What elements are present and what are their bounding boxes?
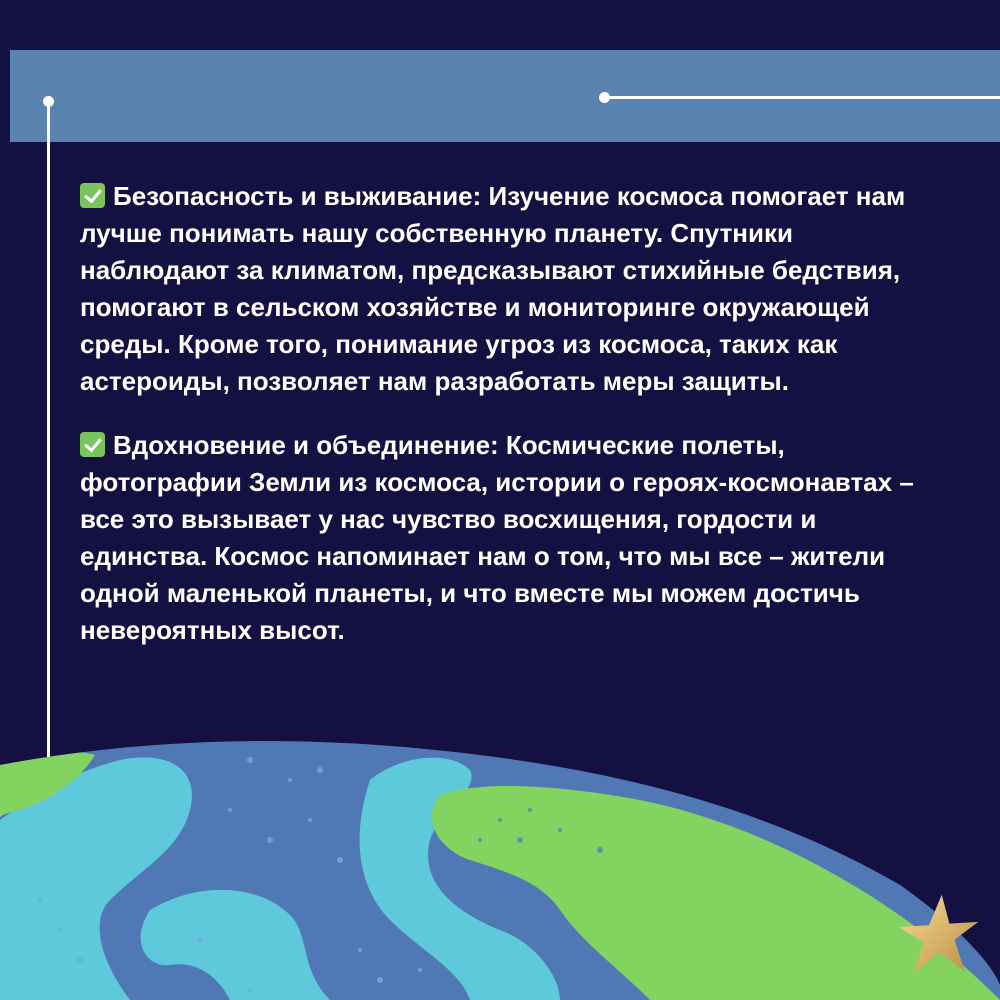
vertical-line-dot bbox=[43, 96, 54, 107]
text-content bbox=[80, 178, 940, 676]
horizontal-line-dot bbox=[599, 92, 610, 103]
paragraph-safety-text: Безопасность и выживание: Изучение космоса помогает нам лучше понимать нашу собственную планету. Спутники наблюдают за климатом, предсказывают стихийные бедствия, помогают в сельском хозяйстве и мониторинге окружающей среды. Кроме того, понимание угроз из космоса, таких как астероиды, позволяет нам разработать меры защиты. bbox=[80, 181, 906, 396]
horizontal-line-decoration bbox=[606, 96, 1000, 99]
gold-star-icon bbox=[895, 893, 980, 978]
vertical-line-decoration bbox=[47, 101, 50, 766]
earth-illustration bbox=[0, 700, 1000, 1000]
check-mark-button-icon bbox=[80, 432, 105, 457]
paragraph-inspiration-text: Вдохновение и объединение: Космические полеты, фотографии Земли из космоса, истории о героях-космонавтах – все это вызывает у нас чувство восхищения, гордости и единства. Космос напоминает нам о том, что мы все – жители одной маленькой планеты, и что вместе мы можем достичь невероятных высот. bbox=[80, 430, 914, 645]
check-mark-button-icon bbox=[80, 183, 105, 208]
paragraph-safety bbox=[80, 178, 940, 400]
paragraph-inspiration bbox=[80, 427, 940, 649]
